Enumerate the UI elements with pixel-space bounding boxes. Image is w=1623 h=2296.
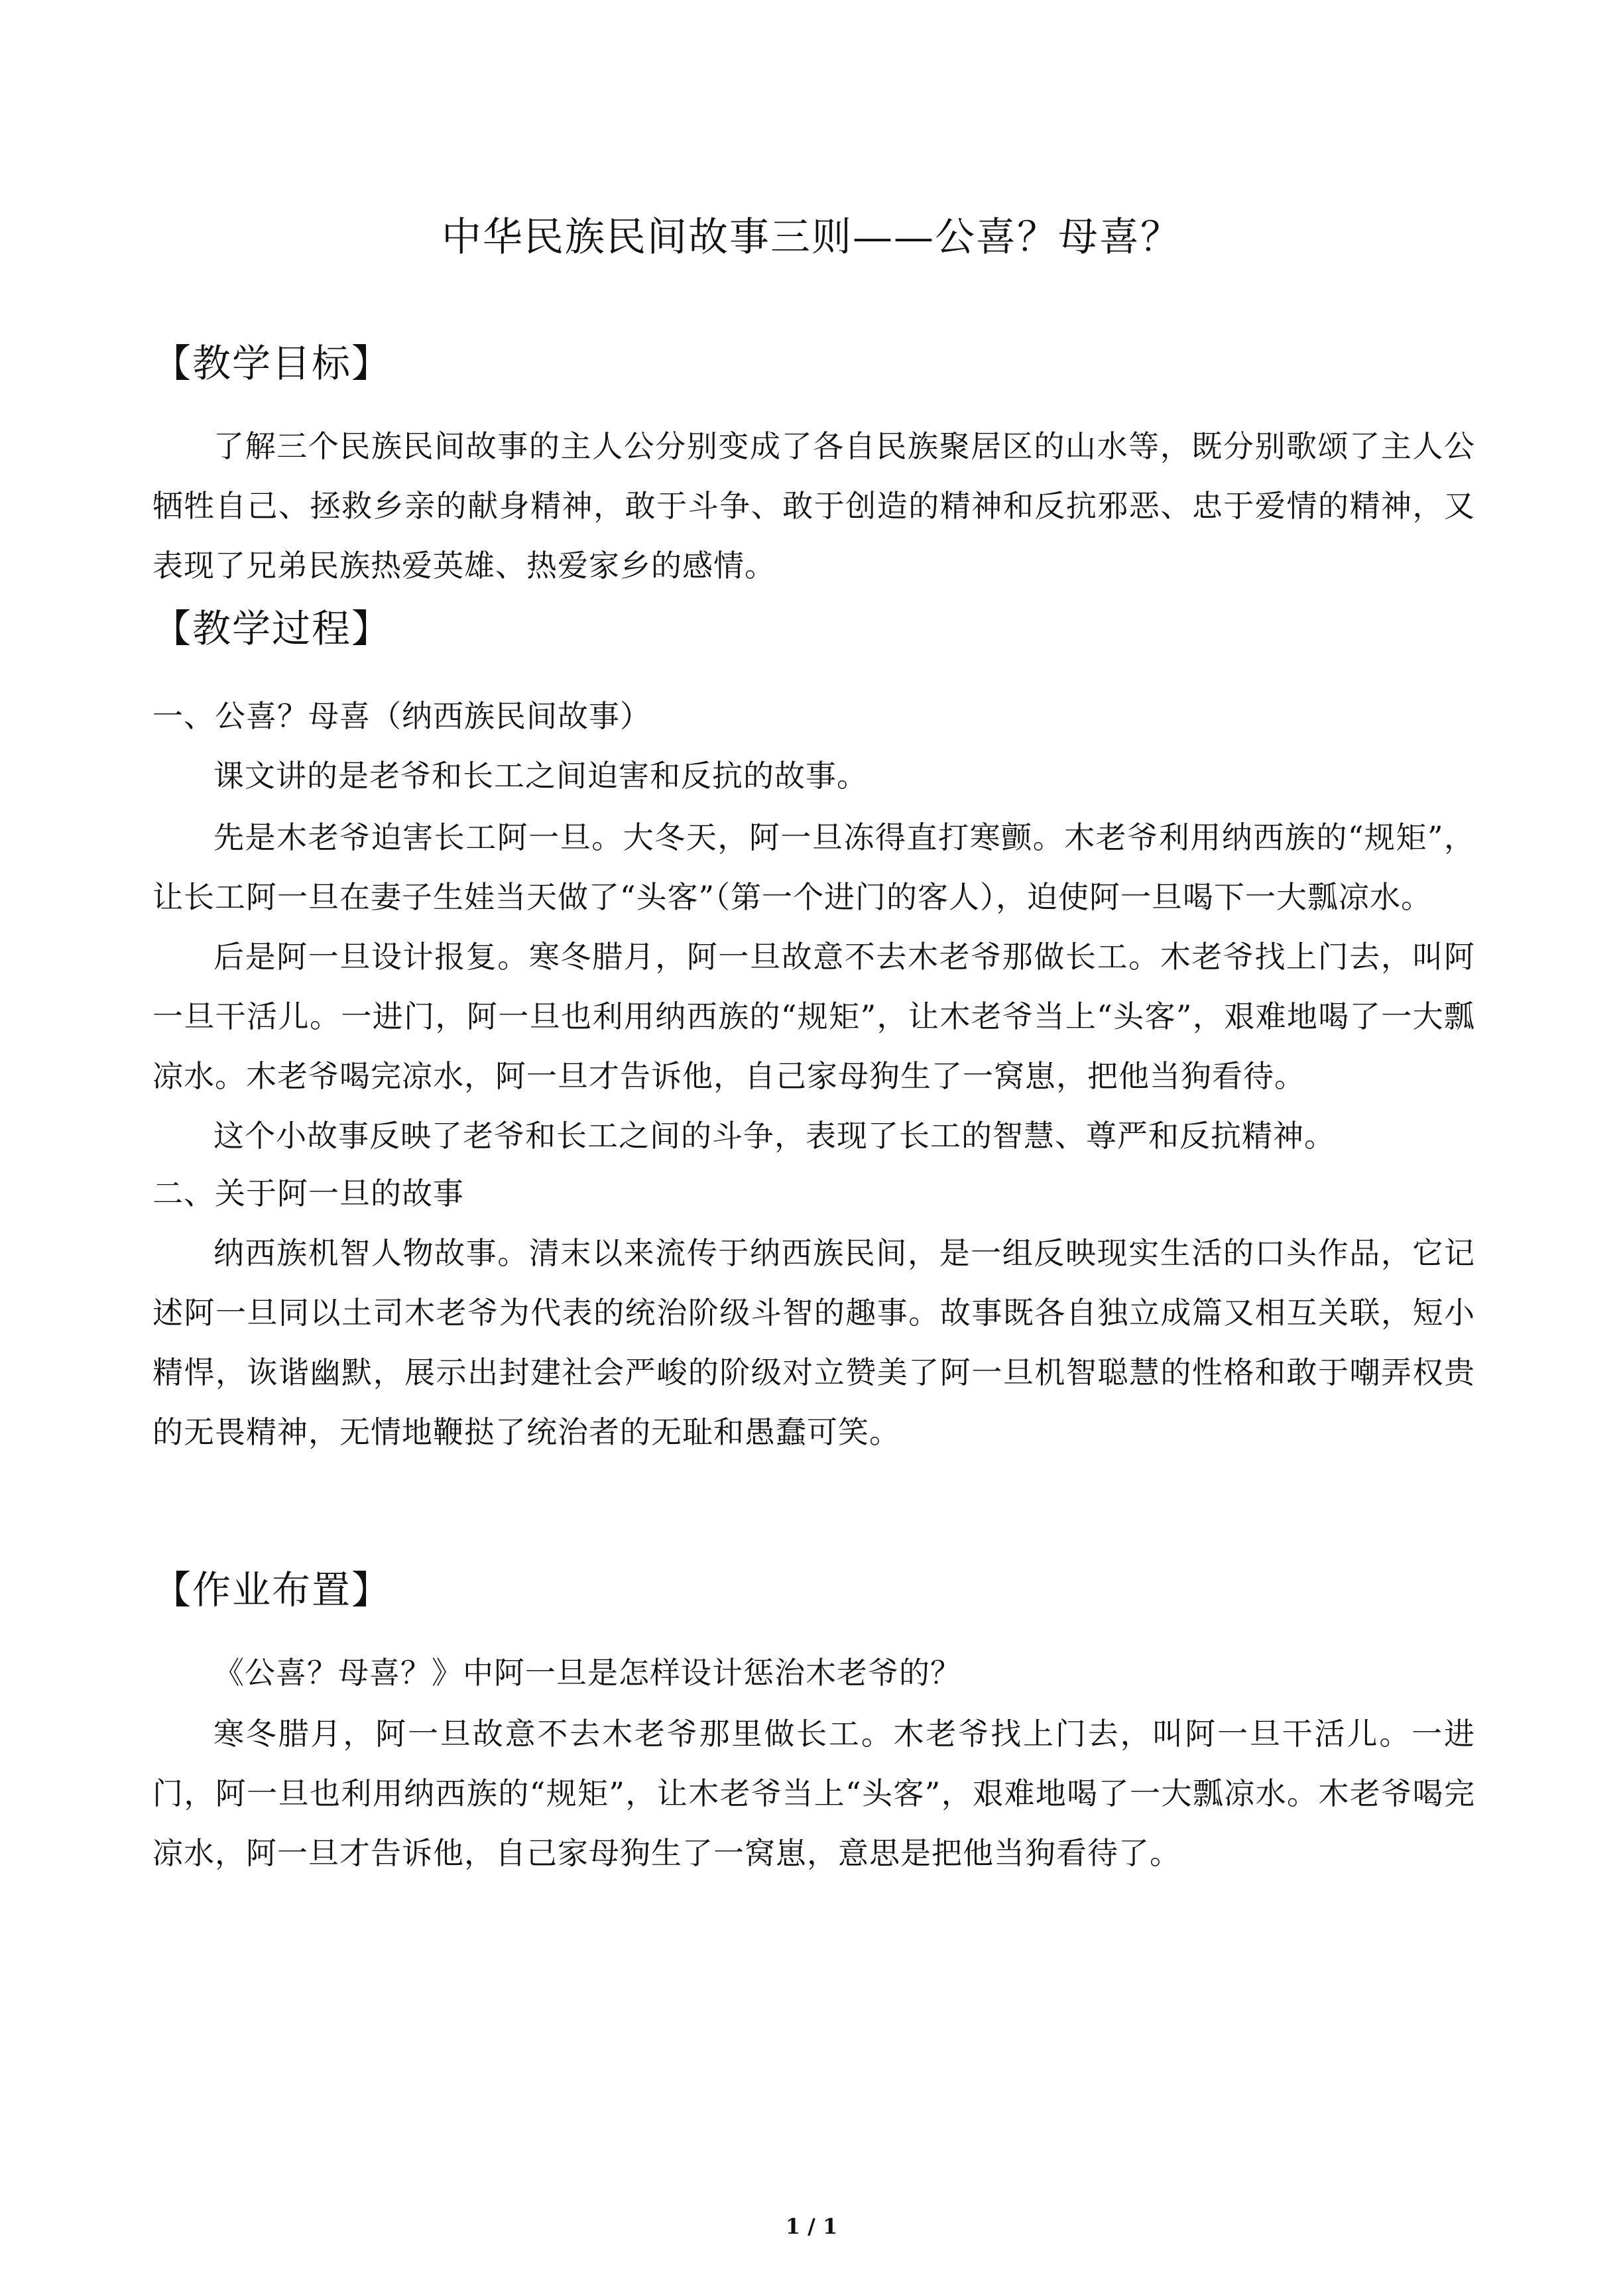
- teaching-goal-heading: 【教学目标】: [152, 341, 392, 386]
- part2-subheading: 二、关于阿一旦的故事: [152, 1176, 464, 1211]
- part2-paragraph-1: 纳西族机智人物故事。清末以来流传于纳西族民间，是一组反映现实生活的口头作品，它记述阿一旦同以土司木老爷为代表的统治阶级斗智的趣事。故事既各自独立成篇又相互关联，短小精悍，诙谐幽默，展示出封建社会严峻的阶级对立赞美了阿一旦机智聪慧的性格和敢于嘲弄权贵的无畏精神，无情地鞭挞了统治者的无耻和愚蠢可笑。: [152, 1235, 1475, 1450]
- part1-paragraph-2: 先是木老爷迫害长工阿一旦。大冬天，阿一旦冻得直打寒颤。木老爷利用纳西族的“规矩”，让长工阿一旦在妻子生娃当天做了“头客”（第一个进门的客人），迫使阿一旦喝下一大瓢凉水。: [152, 819, 1475, 915]
- part1-paragraph-3: 后是阿一旦设计报复。寒冬腊月，阿一旦故意不去木老爷那做长工。木老爷找上门去，叫阿一旦干活儿。一进门，阿一旦也利用纳西族的“规矩”，让木老爷当上“头客”，艰难地喝了一大瓢凉水。木老爷喝完凉水，阿一旦才告诉他，自己家母狗生了一窝崽，把他当狗看待。: [152, 939, 1475, 1094]
- homework-answer: 寒冬腊月，阿一旦故意不去木老爷那里做长工。木老爷找上门去，叫阿一旦干活儿。一进门，阿一旦也利用纳西族的“规矩”，让木老爷当上“头客”，艰难地喝了一大瓢凉水。木老爷喝完凉水，阿一旦才告诉他，自己家母狗生了一窝崽，意思是把他当狗看待了。: [152, 1716, 1475, 1871]
- part1-paragraph-1: 课文讲的是老爷和长工之间迫害和反抗的故事。: [213, 758, 868, 794]
- page-title: 中华民族民间故事三则——公喜？母喜？: [442, 214, 1181, 261]
- part1-subheading: 一、公喜？母喜（纳西族民间故事）: [152, 698, 651, 734]
- teaching-goal-paragraph: 了解三个民族民间故事的主人公分别变成了各自民族聚居区的山水等，既分别歌颂了主人公牺牲自己、拯救乡亲的献身精神，敢于斗争、敢于创造的精神和反抗邪恶、忠于爱情的精神，又表现了兄弟民族热爱英雄、热爱家乡的感情。: [152, 428, 1475, 583]
- homework-heading: 【作业布置】: [152, 1567, 392, 1612]
- part1-paragraph-4: 这个小故事反映了老爷和长工之间的斗争，表现了长工的智慧、尊严和反抗精神。: [213, 1118, 1335, 1154]
- homework-question: 《公喜？母喜？》中阿一旦是怎样设计惩治木老爷的？: [213, 1655, 961, 1691]
- page-number: 1 / 1: [785, 2214, 838, 2239]
- teaching-process-heading: 【教学过程】: [152, 606, 392, 651]
